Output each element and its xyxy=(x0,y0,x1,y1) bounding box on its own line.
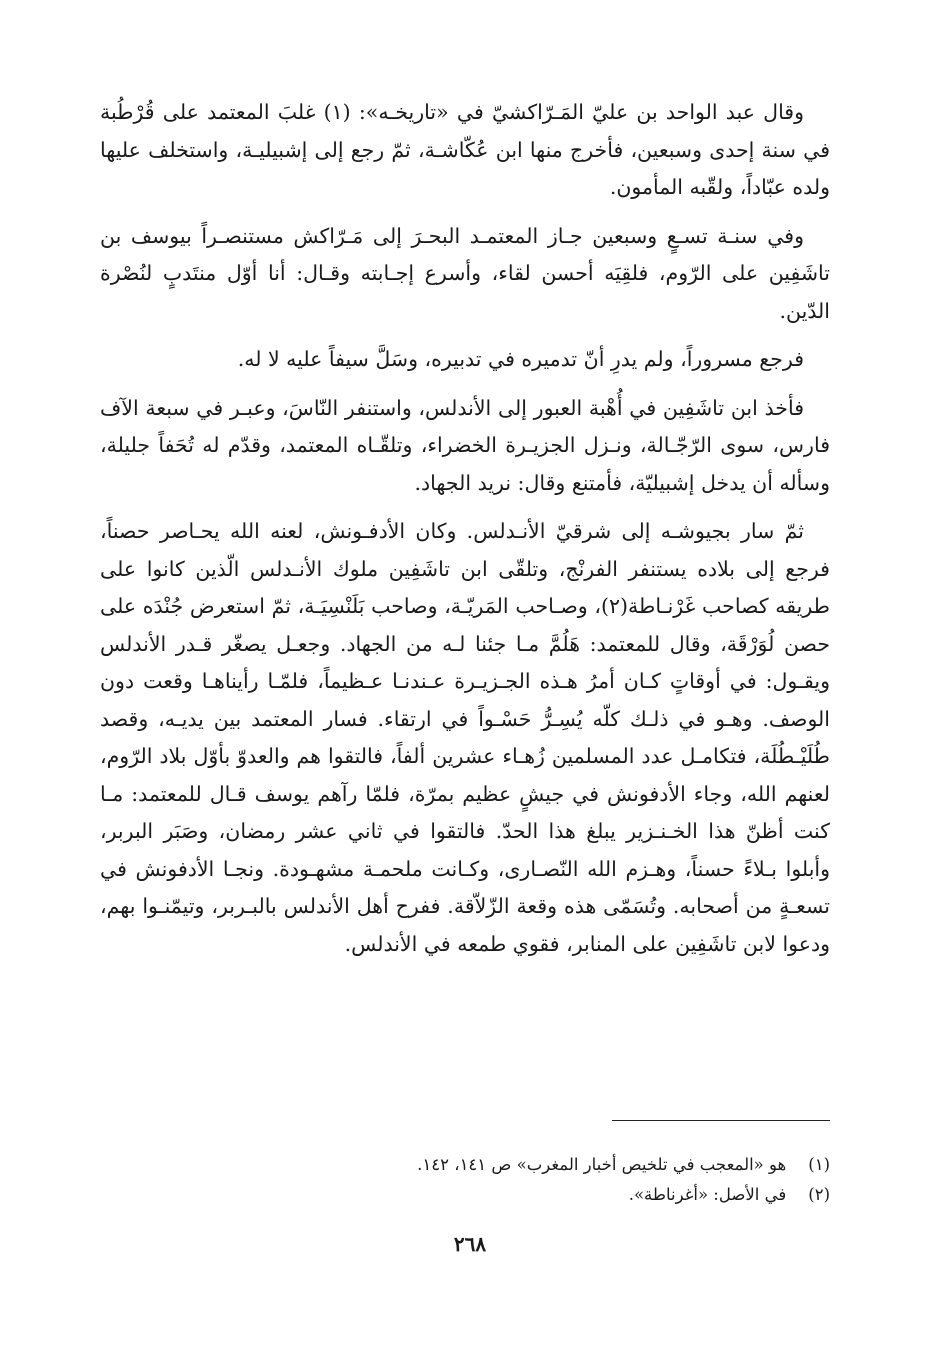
footnote-1 xyxy=(100,1150,830,1180)
paragraph-2: وفي سنـة تسـعٍ وسبعين جـاز المعتمـد البحـرَ إلى مَـرّاكش مستنصـراً بيوسف بن تاشَفِين على الرّوم، فلقِيَه أحسن لقاء، وأسرع إجـابته وقـال: أنا أوّل منتَدبٍ لنُصْرة الدّين. xyxy=(100,223,830,323)
paragraph-3: فرجع مسروراً، ولم يدرِ أنّ تدميره في تدبيره، وسَلَّ سيفاً عليه لا له. xyxy=(237,347,804,371)
paragraph-1: وقال عبد الواحد بن عليّ المَـرّاكشيّ في «تاريخـه»: (١) غلبَ المعتمد على قُرْطُبة في سنة إحدى وسبعين، فأخرج منها ابن عُكّاشـة، ثمّ رجع إلى إشبيليـة، واستخلف عليها ولده عبّاداً، ولقّبه المأمون. xyxy=(100,100,830,199)
footnote-text: في الأصل: «أغرناطة». xyxy=(628,1185,787,1204)
footnote-number: (١) xyxy=(808,1155,830,1174)
page-number: ٢٦٨ xyxy=(453,1232,487,1256)
footnote-separator xyxy=(612,1120,830,1121)
paragraph-4: فأخذ ابن تاشَفِين في أُهْبة العبور إلى الأندلس، واستنفر النّاسَ، وعبـر في سبعة الآف فارس، سوى الرّجّـالة، ونـزل الجزيـرة الخضراء، وتلقّـاه المعتمد، وقدّم له تُحَفاً جليلة، وسأله أن يدخل إشبيليّة، فأمتنع وقال: نريد الجهاد. xyxy=(100,395,830,495)
footnote-text: هو «المعجب في تلخيص أخبار المغرب» ص ١٤١، ١٤٢. xyxy=(417,1155,787,1174)
footnotes xyxy=(100,1150,830,1210)
main-text xyxy=(100,94,830,974)
footnote-number: (٢) xyxy=(808,1185,830,1204)
footnote-2 xyxy=(100,1180,830,1210)
paragraph-5: ثمّ سار بجيوشـه إلى شرقيّ الأنـدلس. وكان الأدفـونش، لعنه الله يحـاصر حصناً، فرجع إلى بلاده يستنفر الفرنْج، وتلقّى ابن تاشَفِين ملوك الأنـدلس الّذين كانوا على طريقه كصاحب غَرْنـاطة(٢)، وصـاحب المَريّـة، وصاحب بَلَنْسِيَـة، ثمّ استعرض جُنْدَه على حصن لُوَرْقَة، وقال للمعتمد: هَلُمَّ مـا جئنا لـه من الجهاد. وجعـل يصغّر قـدر الأندلس ويقـول: في أوقاتٍ كـان أمرُ هـذه الجـزيـرة عـندنـا عـظيماً، فلمّـا رأيناهـا وقعت دون الوصف. وهـو في ذلـك كلّه يُسِـرُّ حَسْـواً في ارتقاء. فسار المعتمد بين يديـه، وقصد طُلَيْـطُلَة، فتكامـل عدد المسلمين زُهـاء عشرين ألفاً، فالتقوا هم والعدوّ بأوّل بلاد الرّوم، لعنهم الله، وجاء الأدفونش في جيشٍ عظيم بمرّة، فلمّا رآهم يوسف قـال للمعتمد: مـا كنت أظنّ هذا الخـنـزير يبلغ هذا الحدّ. فالتقوا في ثاني عشر رمضان، وصَبَر البربر، وأبلوا بـلاءً حسناً، وهـزم الله النّصـارى، وكـانت ملحمـة مشهـودة. ونجـا الأدفونش في تسعـةٍ من أصحابه. وتُسَمّى هذه وقعة الزّلاّقة. ففرح أهل الأندلس بالبـربر، وتيمّنـوا بهم، ودعوا لابن تاشَفِين على المنابر، فقوي طمعه في الأندلس. xyxy=(100,519,830,956)
